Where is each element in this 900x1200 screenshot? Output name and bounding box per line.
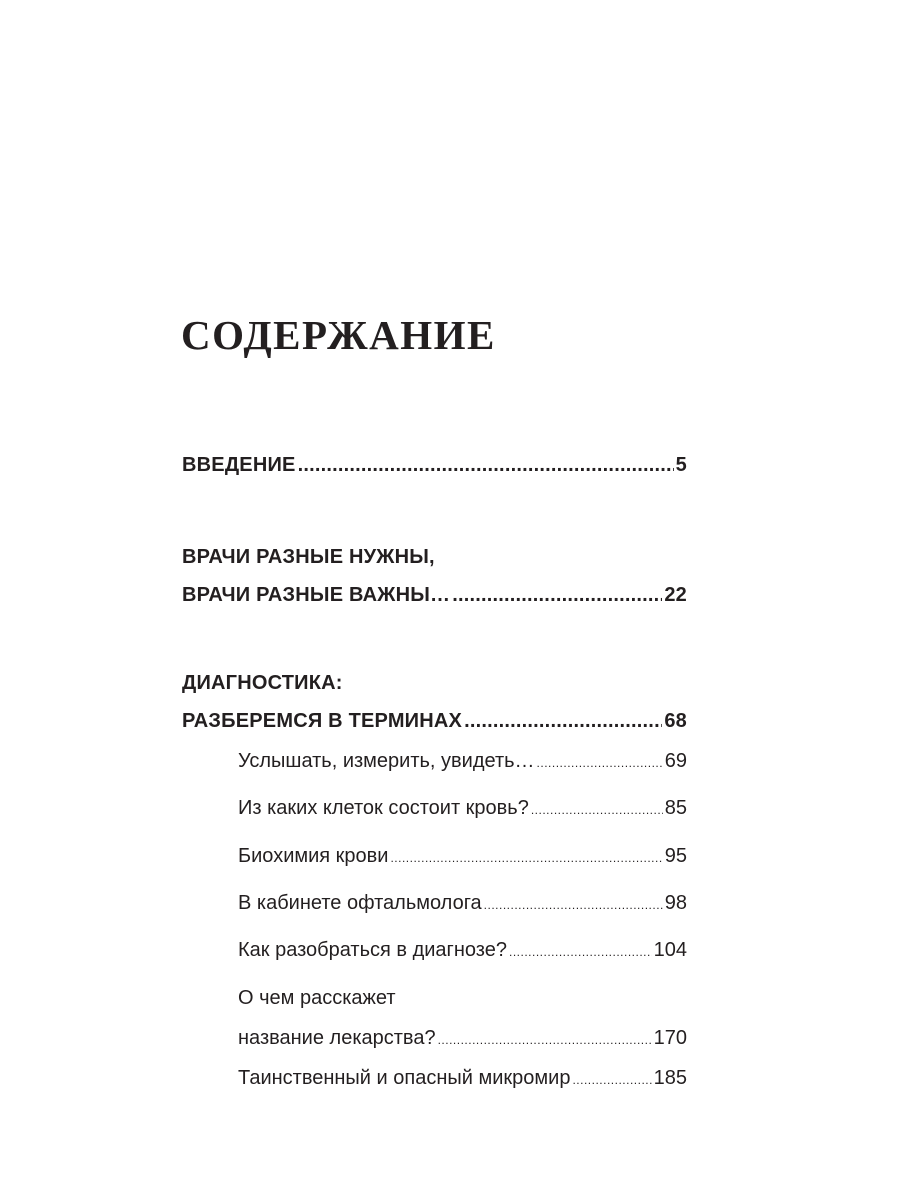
- toc-entry-title: ДИАГНОСТИКА:: [182, 672, 343, 694]
- toc-entry-title: В кабинете офтальмолога: [238, 892, 482, 914]
- toc-entry-title: Из каких клеток состоит кровь?: [238, 797, 529, 819]
- toc-entry-title: название лекарства?: [238, 1027, 436, 1049]
- toc-entry-line: [238, 836, 687, 876]
- toc-entry-blood-cells[interactable]: [238, 788, 687, 828]
- toc-entry-line: [238, 788, 687, 828]
- dot-leader: [531, 790, 663, 830]
- toc-page-number: 22: [664, 584, 687, 606]
- toc-entry-line: [238, 930, 687, 970]
- dot-leader: [464, 702, 662, 740]
- toc-entry-blood-biochemistry[interactable]: [238, 836, 687, 876]
- toc-entry-line: [182, 664, 687, 702]
- toc-entry-title: Биохимия крови: [238, 845, 389, 867]
- toc-page-number: 104: [653, 939, 687, 961]
- toc-entry-title: Услышать, измерить, увидеть…: [238, 750, 535, 772]
- toc-entry-title: ВВЕДЕНИЕ: [182, 454, 296, 476]
- toc-page-number: 95: [664, 845, 687, 867]
- toc-entry-line: [238, 978, 687, 1018]
- dot-leader: [509, 932, 652, 972]
- toc-entry-line: [182, 702, 687, 740]
- toc-entry-title: Таинственный и опасный микромир: [238, 1067, 571, 1089]
- toc-entry-line: [238, 1018, 687, 1058]
- toc-entry-microworld[interactable]: [238, 1058, 687, 1098]
- toc-page-number: 69: [664, 750, 687, 772]
- toc-entry-title: ВРАЧИ РАЗНЫЕ ВАЖНЫ…: [182, 584, 451, 606]
- toc-entry-diagnosis[interactable]: [238, 930, 687, 970]
- toc-entry-title: Как разобраться в диагнозе?: [238, 939, 507, 961]
- toc-entry-title: О чем расскажет: [238, 987, 396, 1009]
- toc-entry-title: РАЗБЕРЕМСЯ В ТЕРМИНАХ: [182, 710, 463, 732]
- page-title: СОДЕРЖАНИЕ: [181, 312, 496, 358]
- toc-entry-line: [238, 741, 687, 781]
- toc-entry-line: [238, 1058, 687, 1098]
- toc-page-number: 185: [653, 1067, 687, 1089]
- toc-entry-line: [238, 883, 687, 923]
- toc-page-number: 68: [664, 710, 687, 732]
- toc-page-number: 98: [664, 892, 687, 914]
- toc-entry-hear-measure-see[interactable]: [238, 741, 687, 781]
- dot-leader: [438, 1020, 652, 1060]
- dot-leader: [572, 1060, 651, 1100]
- dot-leader: [298, 446, 674, 484]
- toc-page-number: 85: [664, 797, 687, 819]
- dot-leader: [484, 885, 663, 925]
- toc-entry-doctors[interactable]: [182, 538, 687, 614]
- toc-page-number: 5: [675, 454, 687, 476]
- toc-entry-diagnostics[interactable]: [182, 664, 687, 740]
- dot-leader: [390, 838, 662, 878]
- dot-leader: [537, 743, 663, 783]
- table-of-contents: [182, 0, 687, 1200]
- toc-entry-line: [182, 576, 687, 614]
- toc-entry-line: [182, 446, 687, 484]
- toc-page-number: 170: [653, 1027, 687, 1049]
- toc-entry-introduction[interactable]: [182, 446, 687, 484]
- toc-entry-ophthalmologist[interactable]: [238, 883, 687, 923]
- toc-entry-title: ВРАЧИ РАЗНЫЕ НУЖНЫ,: [182, 546, 435, 568]
- toc-entry-drug-name[interactable]: [238, 978, 687, 1058]
- dot-leader: [452, 576, 662, 614]
- toc-entry-line: [182, 538, 687, 576]
